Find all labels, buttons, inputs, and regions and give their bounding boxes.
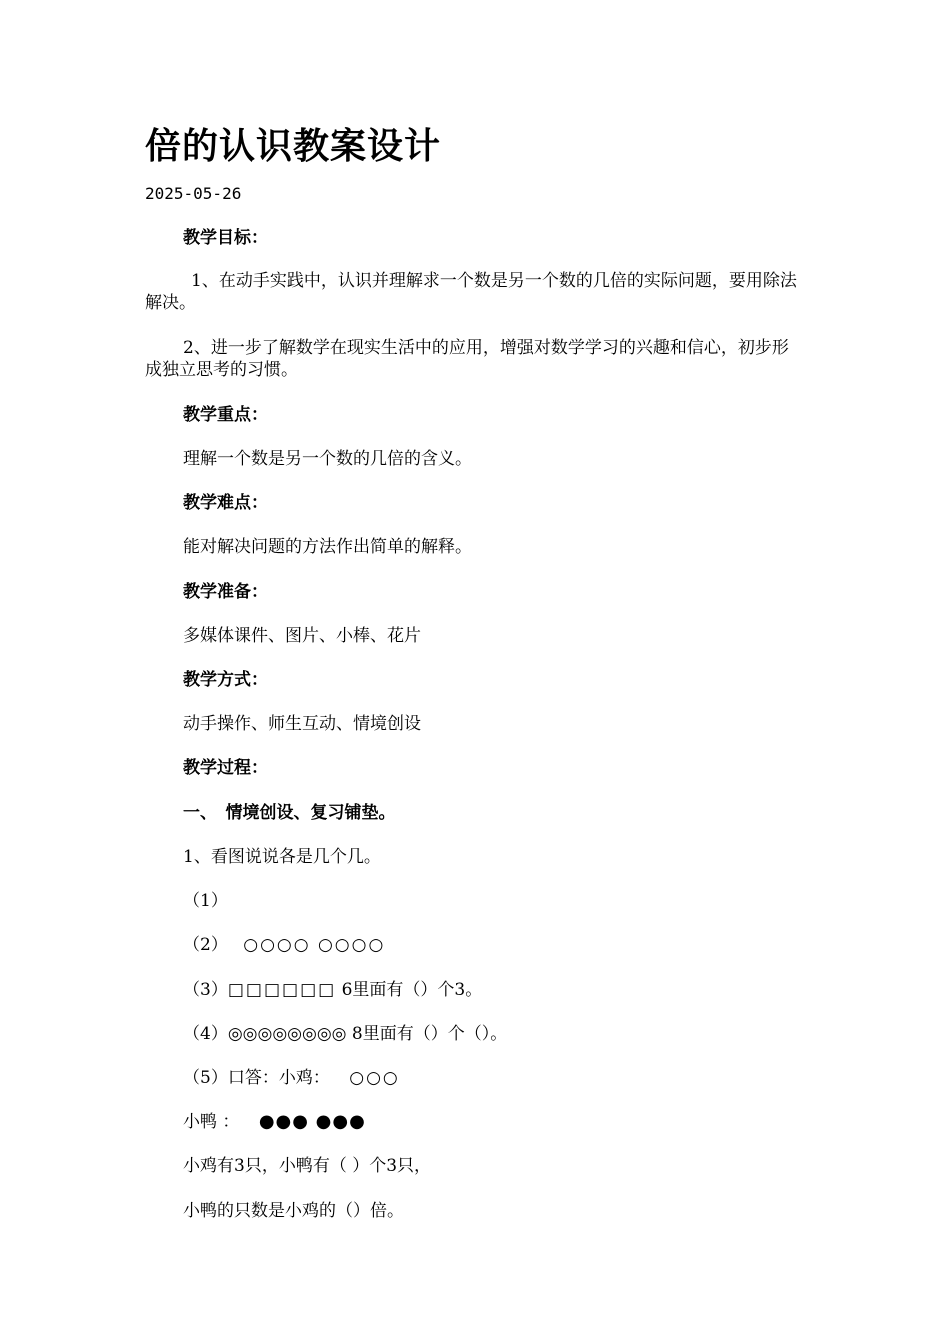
difficulty-text: 能对解决问题的方法作出简单的解释。 bbox=[183, 537, 472, 557]
item-2 bbox=[183, 934, 385, 956]
prep-text: 多媒体课件、图片、小棒、花片 bbox=[183, 626, 421, 646]
item-3-label: （3） bbox=[183, 980, 228, 1000]
step-1-text: 1、看图说说各是几个几。 bbox=[183, 847, 381, 867]
item-5-label: （5）口答：小鸡： bbox=[183, 1068, 330, 1088]
method-heading: 教学方式： bbox=[183, 670, 268, 690]
method-text: 动手操作、师生互动、情境创设 bbox=[183, 714, 421, 734]
item-5-chick-circles: ○○○ bbox=[349, 1068, 400, 1088]
key-heading: 教学重点： bbox=[183, 405, 268, 425]
item-4-text: 8里面有（）个（）。 bbox=[346, 1024, 508, 1044]
key-text: 理解一个数是另一个数的几倍的含义。 bbox=[183, 449, 472, 469]
chick-count-line: 小鸡有3只，小鸭有（ ）个3只， bbox=[183, 1156, 432, 1176]
duck-line bbox=[183, 1111, 366, 1133]
difficulty-heading: 教学难点： bbox=[183, 493, 268, 513]
goal-1-paragraph: 1、在动手实践中，认识并理解求一个数是另一个数的几倍的实际问题，要用除法解决。 bbox=[145, 271, 797, 313]
item-4-label: （4） bbox=[183, 1024, 228, 1044]
item-2-circles: ○○○○ ○○○○ bbox=[243, 935, 386, 955]
item-1: （1） bbox=[183, 891, 228, 911]
item-3 bbox=[183, 979, 482, 1001]
duck-label: 小鸭 ： bbox=[183, 1112, 240, 1132]
document-title: 倍的认识教案设计 bbox=[145, 125, 442, 167]
goal-2-paragraph: 2、进一步了解数学在现实生活中的应用，增强对数学学习的兴趣和信心，初步形成独立思考的习惯。 bbox=[145, 338, 789, 380]
item-3-text: 6里面有（）个3。 bbox=[336, 980, 483, 1000]
item-4-bullseyes: ◎◎◎◎◎◎◎◎ bbox=[227, 1024, 347, 1044]
item-3-squares: □□□□□□ bbox=[227, 980, 337, 1000]
process-heading: 教学过程： bbox=[183, 758, 268, 778]
goal-heading: 教学目标： bbox=[183, 228, 268, 248]
section-1-heading: 一、 情境创设、复习铺垫。 bbox=[183, 803, 396, 823]
item-4 bbox=[183, 1023, 507, 1045]
item-5 bbox=[183, 1067, 400, 1089]
prep-heading: 教学准备： bbox=[183, 582, 268, 602]
item-2-label: （2） bbox=[183, 935, 228, 955]
ratio-line: 小鸭的只数是小鸡的（）倍。 bbox=[183, 1201, 404, 1221]
duck-dots: ●●● ●●● bbox=[258, 1111, 366, 1132]
document-date: 2025-05-26 bbox=[145, 184, 242, 203]
